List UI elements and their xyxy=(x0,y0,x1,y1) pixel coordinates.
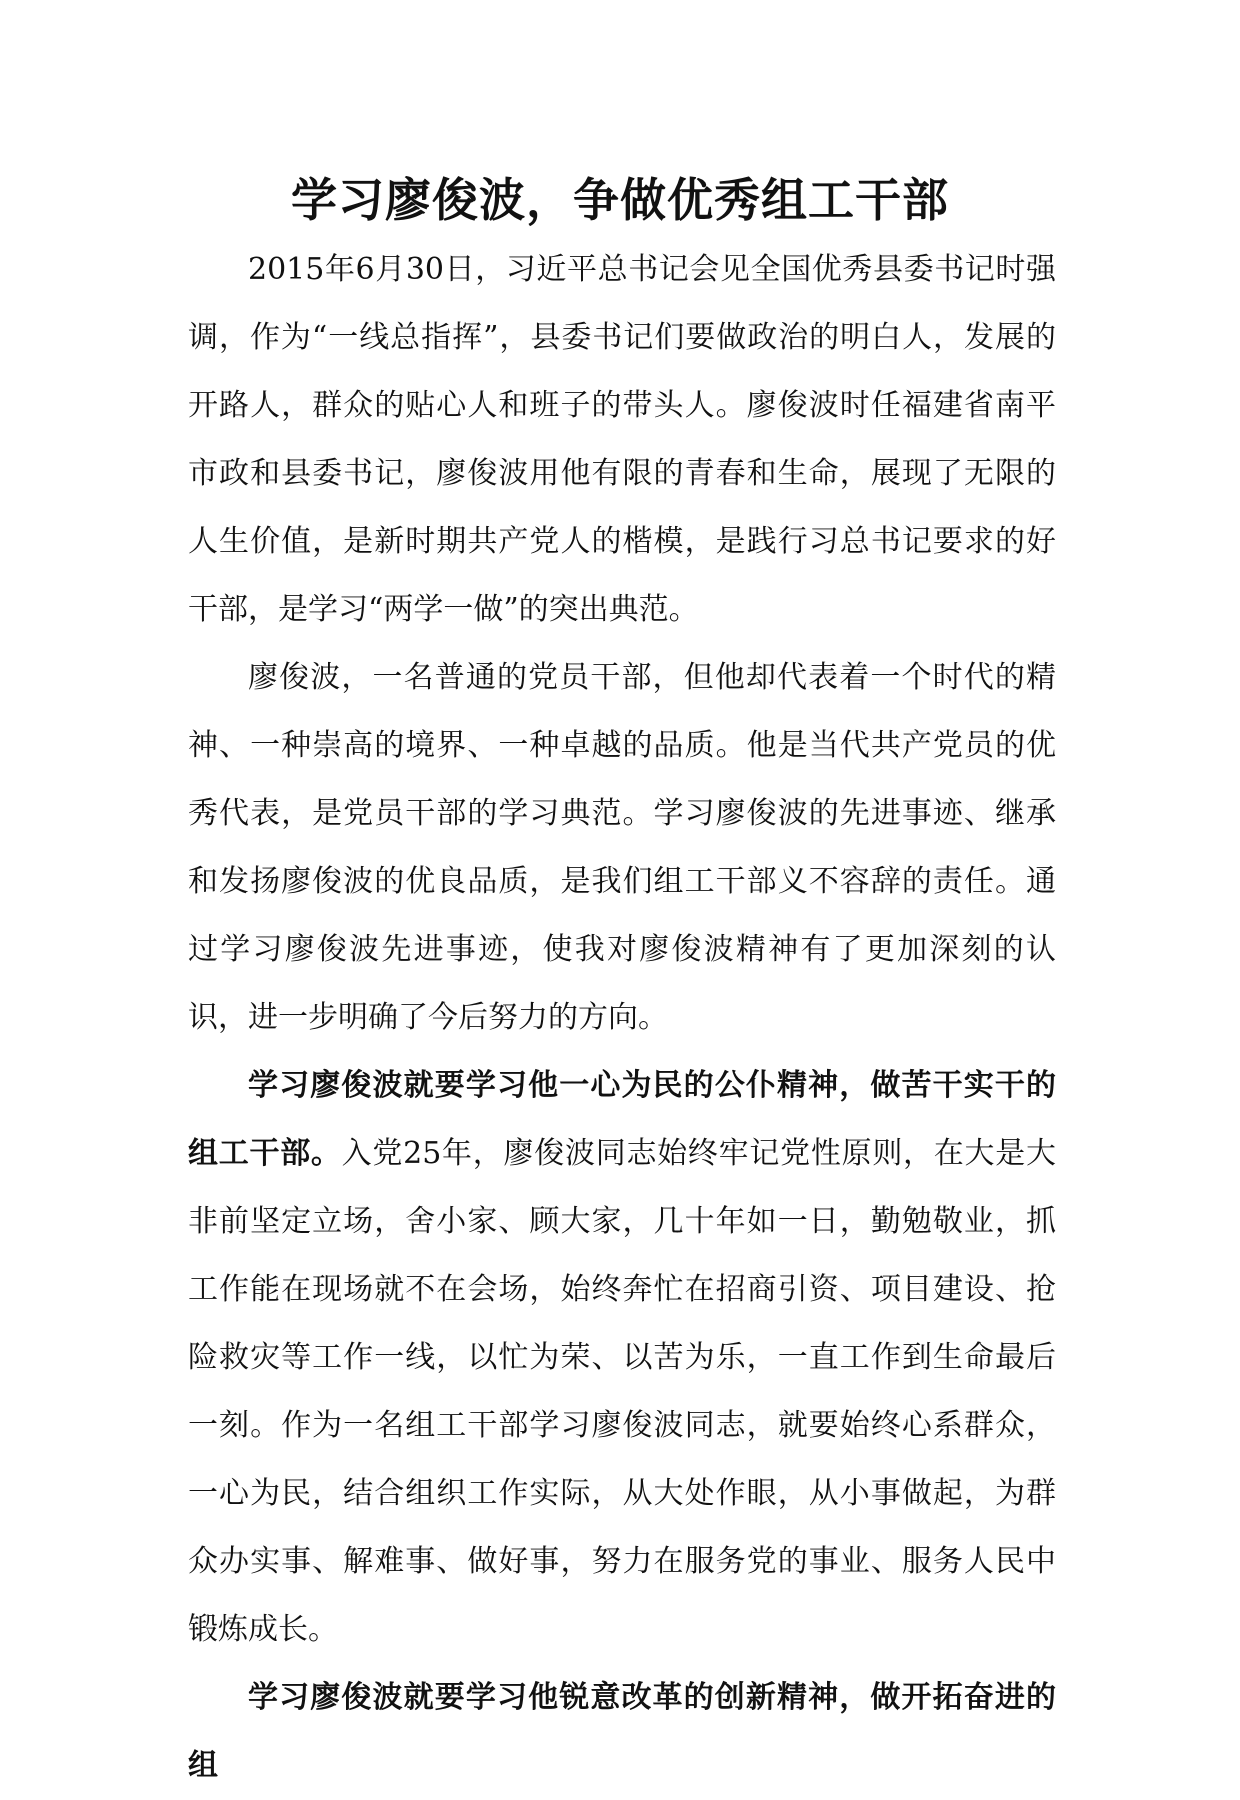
paragraph-1-text: 2015年6月30日，习近平总书记会见全国优秀县委书记时强调，作为“一线总指挥”，县委书记们要做政治的明白人，发展的开路人，群众的贴心人和班子的带头人。廖俊波时任福建省南平市政和县委书记，廖俊波用他有限的青春和生命，展现了无限的人生价值，是新时期共产党人的楷模，是践行习总书记要求的好干部，是学习“两学一做”的突出典范。 xyxy=(188,252,1056,627)
paragraph-4 xyxy=(188,1664,1056,1800)
paragraph-2 xyxy=(188,644,1056,1052)
paragraph-2-text: 廖俊波，一名普通的党员干部，但他却代表着一个时代的精神、一种崇高的境界、一种卓越的品质。他是当代共产党员的优秀代表，是党员干部的学习典范。学习廖俊波的先进事迹、继承和发扬廖俊波的优良品质，是我们组工干部义不容辞的责任。通过学习廖俊波先进事迹，使我对廖俊波精神有了更加深刻的认识，进一步明确了今后努力的方向。 xyxy=(188,660,1056,1035)
paragraph-3-text: 入党25年，廖俊波同志始终牢记党性原则，在大是大非前坚定立场，舍小家、顾大家，几十年如一日，勤勉敬业，抓工作能在现场就不在会场，始终奔忙在招商引资、项目建设、抢险救灾等工作一线，以忙为荣、以苦为乐，一直工作到生命最后一刻。作为一名组工干部学习廖俊波同志，就要始终心系群众，一心为民，结合组织工作实际，从大处作眼，从小事做起，为群众办实事、解难事、做好事，努力在服务党的事业、服务人民中锻炼成长。 xyxy=(188,1136,1056,1647)
paragraph-1 xyxy=(188,236,1056,644)
paragraph-4-lead: 学习廖俊波就要学习他锐意改革的创新精神，做开拓奋进的组 xyxy=(188,1680,1056,1783)
document-body xyxy=(188,236,1056,1800)
document-title: 学习廖俊波，争做优秀组工干部 xyxy=(291,173,949,227)
paragraph-3 xyxy=(188,1052,1056,1664)
paragraph-3-lead: 学习廖俊波就要学习他一心为民的公仆精神，做苦干实干的组工干部。 xyxy=(188,1068,1056,1171)
